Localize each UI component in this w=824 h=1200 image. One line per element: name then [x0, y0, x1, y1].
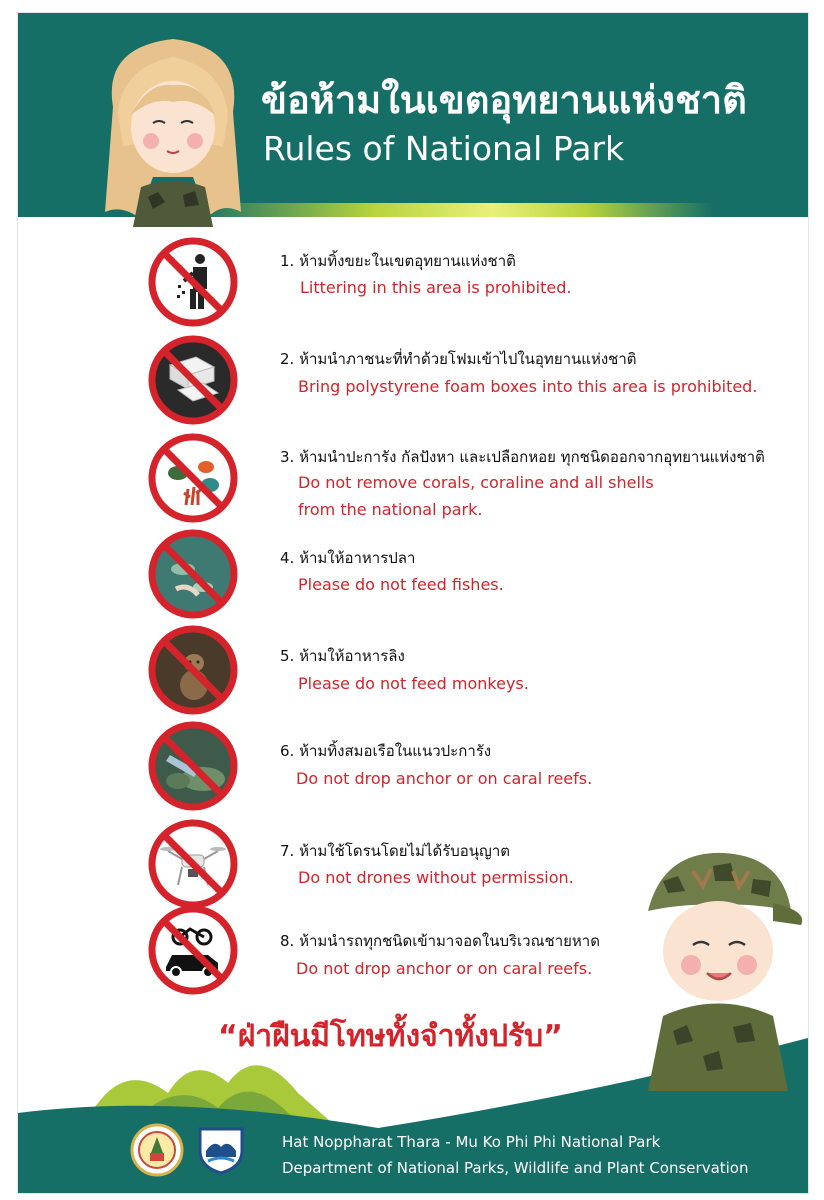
girl-mascot-icon	[73, 27, 273, 227]
coral-shell-prohibited-icon	[148, 433, 238, 523]
rule-4-thai: 4. ห้ามให้อาหารปลา	[280, 549, 416, 567]
vehicle-beach-prohibited-icon	[148, 905, 238, 995]
rule-3-thai: 3. ห้ามนำปะการัง กัลปังหา และเปลือกหอย ทุกชนิดออกจากอุทยานแห่งชาติ	[280, 448, 765, 466]
rule-5-english: Please do not feed monkeys.	[298, 674, 529, 693]
penalty-warning: “ฝ่าฝืนมีโทษทั้งจำทั้งปรับ”	[218, 1019, 563, 1054]
rule-6-english: Do not drop anchor or on caral reefs.	[296, 769, 593, 788]
rule-2-thai: 2. ห้ามนำภาชนะที่ทำด้วยโฟมเข้าไปในอุทยานแห่งชาติ	[280, 350, 637, 368]
rule-8-english: Do not drop anchor or on caral reefs.	[296, 959, 593, 978]
department-logo-icon	[194, 1121, 248, 1175]
rule-7-english: Do not drones without permission.	[298, 868, 574, 887]
poster	[17, 12, 809, 1194]
foam-box-prohibited-icon	[148, 335, 238, 425]
rule-1-thai: 1. ห้ามทิ้งขยะในเขตอุทยานแห่งชาติ	[280, 252, 516, 270]
title-thai: ข้อห้ามในเขตอุทยานแห่งชาติ	[261, 78, 747, 122]
rule-3-english-line2: from the national park.	[298, 500, 483, 519]
rule-7-thai: 7. ห้ามใช้โดรนโดยไม่ได้รับอนุญาต	[280, 842, 510, 860]
rule-8-thai: 8. ห้ามนำรถทุกชนิดเข้ามาจอดในบริเวณชายหาด	[280, 932, 600, 950]
drone-prohibited-icon	[148, 819, 238, 909]
footer-department-name: Department of National Parks, Wildlife and Plant Conservation	[282, 1159, 749, 1177]
littering-prohibited-icon	[148, 237, 238, 327]
feed-monkey-prohibited-icon	[148, 625, 238, 715]
feed-fish-prohibited-icon	[148, 529, 238, 619]
rule-1-english: Littering in this area is prohibited.	[300, 278, 572, 297]
title-english: Rules of National Park	[263, 129, 625, 168]
rule-6-thai: 6. ห้ามทิ้งสมอเรือในแนวปะการัง	[280, 742, 492, 760]
boy-mascot-icon	[623, 841, 808, 1091]
rule-3-english: Do not remove corals, coraline and all shells	[298, 473, 654, 492]
rule-5-thai: 5. ห้ามให้อาหารลิง	[280, 647, 405, 665]
footer-park-name: Hat Noppharat Thara - Mu Ko Phi Phi National Park	[282, 1133, 661, 1151]
rule-2-english: Bring polystyrene foam boxes into this area is prohibited.	[298, 377, 758, 396]
rule-4-english: Please do not feed fishes.	[298, 575, 504, 594]
anchor-reef-prohibited-icon	[148, 721, 238, 811]
park-seal-logo-icon	[130, 1123, 184, 1177]
